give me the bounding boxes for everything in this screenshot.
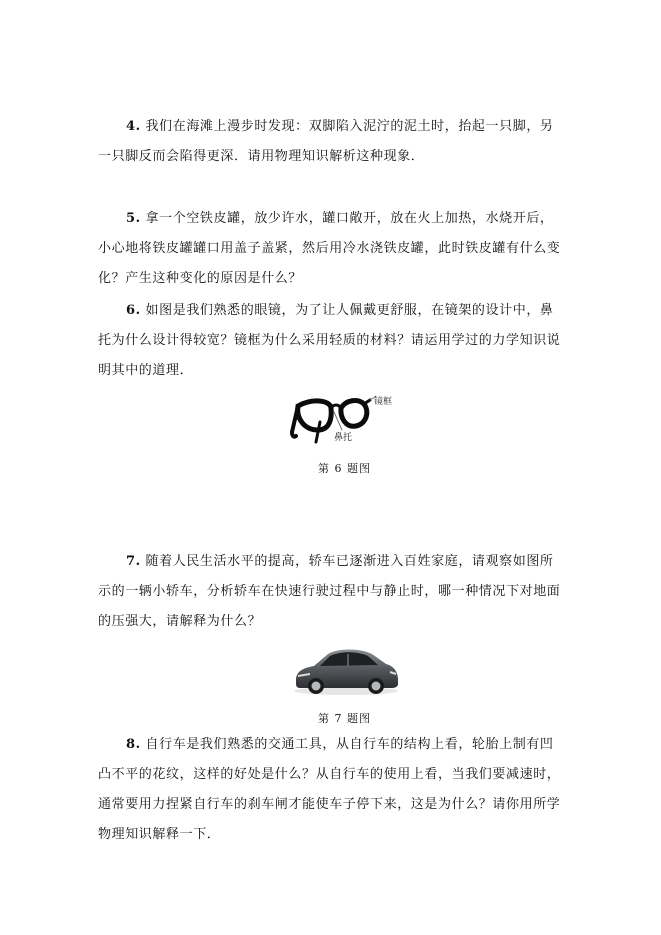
car-icon — [294, 650, 398, 696]
question-6: 6. 如图是我们熟悉的眼镜，为了让人佩戴更舒服，在镜架的设计中，鼻托为什么设计得较宽？镜框为什么采用轻质的材料？请运用学过的力学知识说明其中的道理． — [98, 303, 561, 378]
question-text: 如图是我们熟悉的眼镜，为了让人佩戴更舒服，在镜架的设计中，鼻托为什么设计得较宽？镜框为什么采用轻质的材料？请运用学过的力学知识说明其中的道理． — [98, 303, 561, 378]
figure-7-caption: 第 7 题图 — [318, 712, 371, 725]
question-number: 6 — [126, 303, 136, 318]
question-8: 8. 自行车是我们熟悉的交通工具，从自行车的结构上看，轮胎上制有凹凸不平的花纹，这样的好处是什么？从自行车的使用上看，当我们要减速时，通常要用力捏紧自行车的刹车闸才能使车子停下来，这是为什么？请你用所学物理知识解释一下． — [98, 737, 561, 842]
label-nose-pad: 鼻托 — [334, 433, 353, 443]
question-5: 5. 拿一个空铁皮罐，放少许水，罐口敞开，放在火上加热，水烧开后，小心地将铁皮罐罐口用盖子盖紧，然后用冷水浇铁皮罐，此时铁皮罐有什么变化？产生这种变化的原因是什么？ — [98, 211, 561, 286]
figure-6-caption: 第 6 题图 — [318, 462, 371, 475]
question-number: 5 — [126, 211, 136, 226]
question-text: 拿一个空铁皮罐，放少许水，罐口敞开，放在火上加热，水烧开后，小心地将铁皮罐罐口用盖子盖紧，然后用冷水浇铁皮罐，此时铁皮罐有什么变化？产生这种变化的原因是什么？ — [98, 211, 561, 286]
question-4: 4. 我们在海滩上漫步时发现：双脚陷入泥泞的泥土时，抬起一只脚，另一只脚反而会陷得更深．请用物理知识解析这种现象． — [98, 119, 554, 164]
label-frame: 镜框 — [374, 397, 393, 407]
question-7: 7. 随着人民生活水平的提高，轿车已逐渐进入百姓家庭，请观察如图所示的一辆小轿车，分析轿车在快速行驶过程中与静止时，哪一种情况下对地面的压强大，请解释为什么？ — [98, 554, 561, 629]
question-number: 7 — [126, 554, 136, 569]
question-text: 我们在海滩上漫步时发现：双脚陷入泥泞的泥土时，抬起一只脚，另一只脚反而会陷得更深．请用物理知识解析这种现象． — [98, 119, 554, 164]
car-figure — [290, 642, 402, 698]
question-text: 自行车是我们熟悉的交通工具，从自行车的结构上看，轮胎上制有凹凸不平的花纹，这样的好处是什么？从自行车的使用上看，当我们要减速时，通常要用力捏紧自行车的刹车闸才能使车子停下来，这是为什么？请你用所学物理知识解释一下． — [98, 737, 561, 842]
question-number: 4 — [126, 119, 136, 134]
glasses-figure — [290, 390, 400, 448]
question-number: 8 — [126, 737, 136, 752]
question-text: 随着人民生活水平的提高，轿车已逐渐进入百姓家庭，请观察如图所示的一辆小轿车，分析轿车在快速行驶过程中与静止时，哪一种情况下对地面的压强大，请解释为什么？ — [98, 554, 561, 629]
